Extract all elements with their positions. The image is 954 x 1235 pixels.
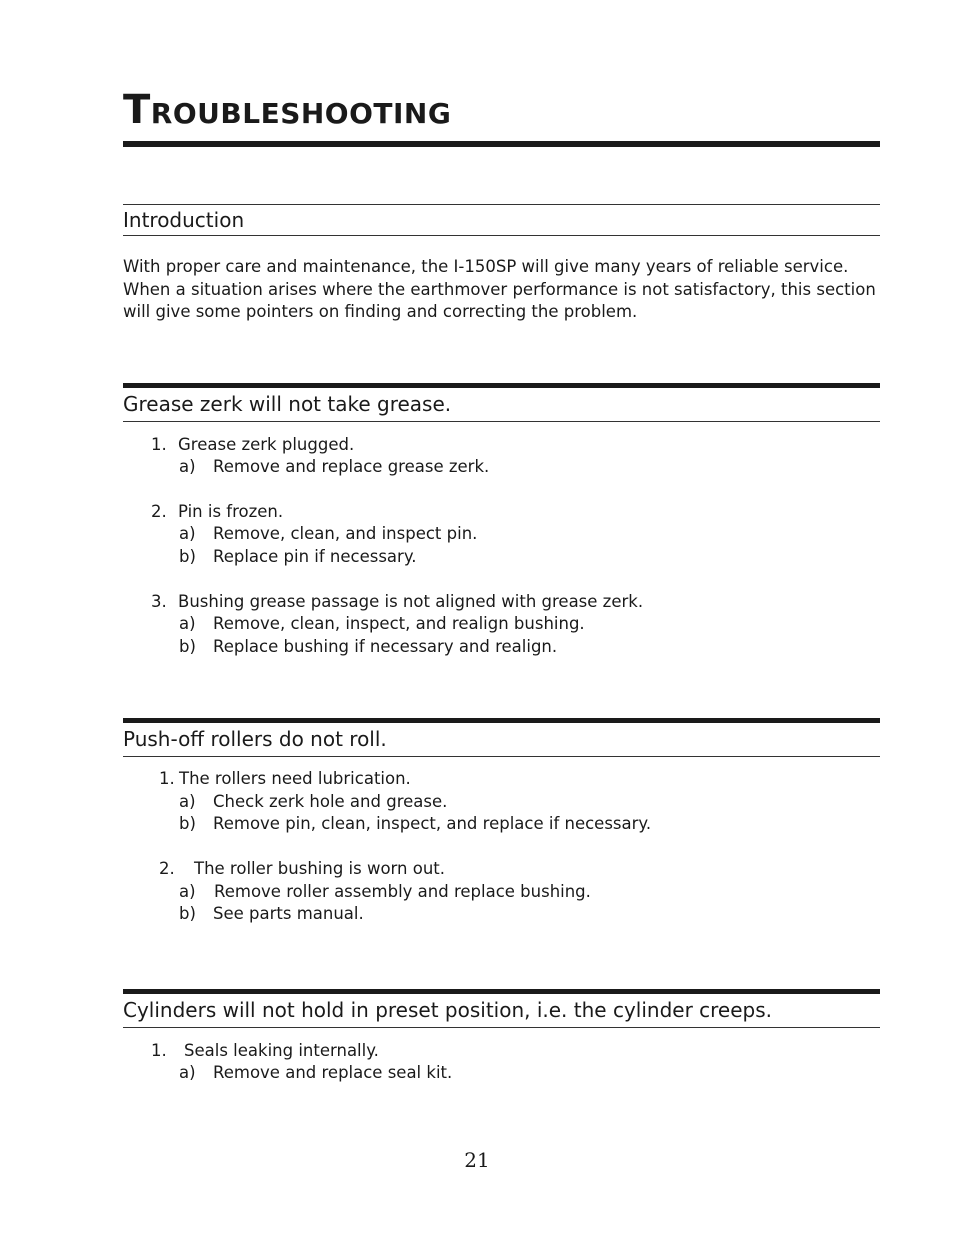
list-subitem: a) Remove and replace seal kit. bbox=[179, 1063, 453, 1082]
list-subitem: b) Replace pin if necessary. bbox=[179, 547, 417, 566]
section-push-off-rollers bbox=[123, 718, 880, 757]
list-subitem: a) Remove roller assembly and replace bushing. bbox=[179, 882, 591, 901]
section-bottom-rule bbox=[123, 756, 880, 757]
page-title bbox=[123, 86, 451, 138]
section-bottom-rule bbox=[123, 421, 880, 422]
section-top-rule bbox=[123, 718, 880, 723]
list-subitem: b) See parts manual. bbox=[179, 904, 364, 923]
section-heading: Push-off rollers do not roll. bbox=[123, 727, 387, 751]
page-title-initial: T bbox=[123, 87, 151, 133]
list-subitem: a) Check zerk hole and grease. bbox=[179, 792, 448, 811]
list-item: 3. Bushing grease passage is not aligned with grease zerk. bbox=[151, 592, 644, 611]
introduction-text: With proper care and maintenance, the I-150SP will give many years of reliable service. When a situation arises where the earthmover performance is not satisfactory, this section will give some pointers on finding and correcting the problem. bbox=[123, 257, 876, 321]
list-subitem: b) Replace bushing if necessary and realign. bbox=[179, 637, 558, 656]
page-title-rest: ROUBLESHOOTING bbox=[150, 97, 452, 130]
list-subitem: b) Remove pin, clean, inspect, and replace if necessary. bbox=[179, 814, 652, 833]
list-item: 1. Grease zerk plugged. bbox=[151, 435, 355, 454]
section-heading: Cylinders will not hold in preset position, i.e. the cylinder creeps. bbox=[123, 998, 773, 1022]
list-item: 2. The roller bushing is worn out. bbox=[159, 859, 446, 878]
section-top-rule bbox=[123, 383, 880, 388]
title-rule bbox=[123, 141, 880, 147]
introduction-section bbox=[123, 204, 880, 236]
list-item: 1. Seals leaking internally. bbox=[151, 1041, 379, 1060]
section-grease-zerk bbox=[123, 383, 880, 422]
section-bottom-rule bbox=[123, 1027, 880, 1028]
list-subitem: a) Remove, clean, inspect, and realign bushing. bbox=[179, 614, 585, 633]
section-heading: Grease zerk will not take grease. bbox=[123, 392, 452, 416]
list-item: 1. The rollers need lubrication. bbox=[159, 769, 411, 788]
introduction-bottom-rule bbox=[123, 235, 880, 236]
page-number: 21 bbox=[464, 1148, 490, 1172]
list-subitem: a) Remove and replace grease zerk. bbox=[179, 457, 490, 476]
section-top-rule bbox=[123, 989, 880, 994]
list-item: 2. Pin is frozen. bbox=[151, 502, 284, 521]
introduction-heading: Introduction bbox=[123, 208, 245, 232]
section-cylinders bbox=[123, 989, 880, 1028]
list-subitem: a) Remove, clean, and inspect pin. bbox=[179, 524, 478, 543]
